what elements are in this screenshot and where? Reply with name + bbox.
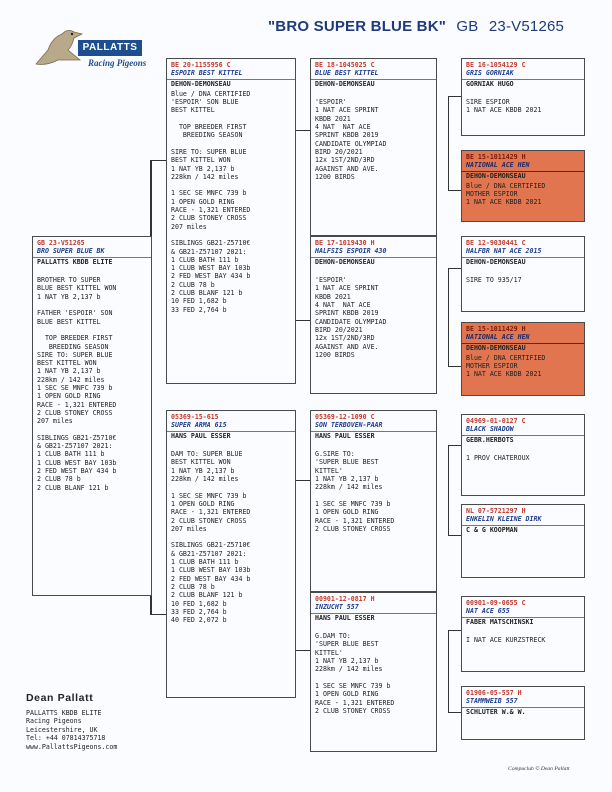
connector-line xyxy=(295,320,310,321)
sire-sire-sire-card xyxy=(461,58,585,136)
breeder-name: DEHON-DEMONSEAU xyxy=(466,257,526,266)
breeder-name: DEHON-DEMONSEAU xyxy=(315,257,375,266)
sire-card xyxy=(166,58,296,384)
breeder-name: DEHON-DEMONSEAU xyxy=(171,79,231,88)
breeder-name: HANS PAUL ESSER xyxy=(315,431,375,440)
connector-line xyxy=(448,445,449,535)
ring-number: 01906-05-557 H xyxy=(466,689,522,697)
ring-number: BE 18-1045025 C xyxy=(315,61,375,69)
pedigree-notes: I NAT ACE KURZSTRECK xyxy=(466,636,546,645)
connector-line xyxy=(150,614,166,615)
sire-dam-dam-card xyxy=(461,322,585,396)
pigeon-name: INZUCHT 557 xyxy=(311,603,436,613)
ring-number: 00901-12-0817 H xyxy=(315,595,375,603)
dam-dam-dam-card xyxy=(461,686,585,740)
connector-line xyxy=(448,366,461,367)
pigeon-name: ENKELIN KLEINE DIRK xyxy=(462,515,584,525)
breeder-name: DEHON-DEMONSEAU xyxy=(466,343,526,352)
ring-number: 05369-12-1090 C xyxy=(315,413,375,421)
sire-dam-card xyxy=(310,236,437,394)
connector-line xyxy=(448,630,449,712)
connector-line xyxy=(448,712,461,713)
owner-phone: Tel: +44 07814375718 xyxy=(26,734,106,743)
sire-dam-sire-card xyxy=(461,236,585,312)
ring-number: BE 20-1155956 C xyxy=(171,61,231,69)
ring-number: BE 12-9030441 C xyxy=(466,239,526,247)
breeder-name: FABER MATSCHINSKI xyxy=(466,617,534,626)
dam-card xyxy=(166,410,296,698)
logo xyxy=(28,20,146,74)
dam-sire-dam-card xyxy=(461,504,585,578)
pigeon-name: NATIONAL ACE HEN xyxy=(462,161,584,171)
pigeon-name: STAMMWEIB 557 xyxy=(462,697,584,707)
title-name: "BRO SUPER BLUE BK" xyxy=(268,18,447,35)
pedigree-notes: SIRE TO 935/17 xyxy=(466,276,522,285)
breeder-name: PALLATTS KBDB ELITE xyxy=(37,257,113,266)
owner-loft: PALLATTS KBDB ELITE xyxy=(26,708,102,717)
dam-sire-card xyxy=(310,410,437,592)
pedigree-notes: 'ESPOIR' 1 NAT ACE SPRINT KBDB 2021 4 NAT NAT ACE SPRINT KBDB 2019 CANDIDATE OLYMPIAD BIRD 20/2021 12x 1ST/2ND/3RD AGAINST AND AVE. 1200 BIRDS xyxy=(315,98,387,181)
pigeon-name: SON TERBOVEN-PAAR xyxy=(311,421,436,431)
pigeon-name: HALFSIS ESPOIR 430 xyxy=(311,247,436,257)
ring-number: 00901-09-0655 C xyxy=(466,599,526,607)
dam-sire-sire-card xyxy=(461,414,585,496)
pedigree-notes: BROTHER TO SUPER BLUE BEST KITTEL WON 1 NAT YB 2,137 b FATHER 'ESPOIR' SON BLUE BEST KITTEL TOP BREEDER FIRST BREEDING SEASON SIRE TO: SUPER BLUE BEST KITTEL WON 1 NAT YB 2,137 b 228km / 142 miles 1 SEC SE MNFC 739 b 1 OPEN GOLD RING RACE - 1,321 ENTERED 2 CLUB STONEY CROSS 207 miles SIBLINGS GB21-Z5710€ & GB21-Z57107 2021: 1 CLUB BATH 111 b 1 CLUB WEST BAY 103b 2 FED WEST BAY 434 b 2 CLUB 78 b 2 CLUB BLANF 121 b xyxy=(37,276,117,492)
owner-tagline: Racing Pigeons xyxy=(26,717,82,726)
title-country: GB xyxy=(456,18,479,35)
pedigree-notes: Blue / DNA CERTIFIED 'ESPOIR' SON BLUE BEST KITTEL TOP BREEDER FIRST BREEDING SEASON SIRE TO: SUPER BLUE BEST KITTEL WON 1 NAT YB 2,137 b 228km / 142 miles 1 SEC SE MNFC 739 b 1 OPEN GOLD RING RACE - 1,321 ENTERED 2 CLUB STONEY CROSS 207 miles SIBLINGS GB21-Z5710€ & GB21-Z57107 2021: 1 CLUB BATH 111 b 1 CLUB WEST BAY 103b 2 FED WEST BAY 434 b 2 CLUB 78 b 2 CLUB BLANF 121 b 10 FED 1,682 b 33 FED 2,764 b xyxy=(171,89,251,314)
ring-number: BE 16-1054129 C xyxy=(466,61,526,69)
pedigree-notes: 1 PROV CHATEROUX xyxy=(466,454,530,463)
ring-number: BE 15-1011429 H xyxy=(466,325,526,333)
connector-line xyxy=(448,268,461,269)
connector-line xyxy=(448,96,461,97)
owner-location: Leicestershire, UK xyxy=(26,725,98,734)
pigeon-name: HALFBR NAT ACE 2015 xyxy=(462,247,584,257)
breeder-name: HANS PAUL ESSER xyxy=(315,613,375,622)
sire-sire-card xyxy=(310,58,437,236)
owner-name: Dean Pallatt xyxy=(26,692,94,704)
pedigree-notes: SIRE ESPIOR 1 NAT ACE KBDB 2021 xyxy=(466,98,542,115)
pigeon-name: NATIONAL ACE HEN xyxy=(462,333,584,343)
pigeon-name: BRO SUPER BLUE BK xyxy=(33,247,151,257)
ring-number: GB 23-V51265 xyxy=(37,239,85,247)
ring-number: NL 07-5721297 H xyxy=(466,507,526,515)
breeder-name: GEBR.HERBOTS xyxy=(466,435,514,444)
connector-line xyxy=(448,268,449,366)
connector-line xyxy=(150,160,166,161)
pigeon-name: BLUE BEST KITTEL xyxy=(311,69,436,79)
logo-tagline: Racing Pigeons xyxy=(88,58,147,68)
subject-card xyxy=(32,236,152,596)
breeder-name: DEHON-DEMONSEAU xyxy=(466,171,526,180)
pedigree-notes: 'ESPOIR' 1 NAT ACE SPRINT KBDB 2021 4 NAT NAT ACE SPRINT KBDB 2019 CANDIDATE OLYMPIAD BIRD 20/2021 12x 1ST/2ND/3RD AGAINST AND AVE. 1200 BIRDS xyxy=(315,276,387,359)
ring-number: 04969-01-0127 C xyxy=(466,417,526,425)
pigeon-name: SUPER ARMA 615 xyxy=(167,421,295,431)
ring-number: BE 17-1019430 H xyxy=(315,239,375,247)
ring-number: 05369-15-615 xyxy=(171,413,219,421)
breeder-name: GORNIAK HUGO xyxy=(466,79,514,88)
dam-dam-sire-card xyxy=(461,596,585,672)
connector-line xyxy=(448,445,461,446)
sire-sire-dam-card xyxy=(461,150,585,222)
pigeon-name: ESPOIR BEST KITTEL xyxy=(167,69,295,79)
title-ring: 23-V51265 xyxy=(488,18,565,35)
connector-line xyxy=(448,190,461,191)
pigeon-name: BLACK SHADOW xyxy=(462,425,584,435)
dam-dam-card xyxy=(310,592,437,752)
connector-line xyxy=(295,480,310,481)
ring-number: BE 15-1011429 H xyxy=(466,153,526,161)
owner-website[interactable]: www.PallattsPigeons.com xyxy=(26,742,118,751)
page-title xyxy=(268,18,564,35)
breeder-name: HANS PAUL ESSER xyxy=(171,431,231,440)
connector-line xyxy=(448,630,461,631)
pedigree-notes: Blue / DNA CERTIFIED MOTHER ESPIOR 1 NAT ACE KBDB 2021 xyxy=(466,181,546,207)
pigeon-name: NAT ACE 655 xyxy=(462,607,584,617)
owner-contact xyxy=(26,694,117,752)
pedigree-notes: G.SIRE TO: 'SUPER BLUE BEST KITTEL' 1 NAT YB 2,137 b 228km / 142 miles 1 SEC SE MNFC 739 b 1 OPEN GOLD RING RACE - 1,321 ENTERED 2 CLUB STONEY CROSS xyxy=(315,450,395,533)
logo-name: PALLATTS xyxy=(78,40,142,56)
connector-line xyxy=(448,535,461,536)
pigeon-name: GRIS GORNIAK xyxy=(462,69,584,79)
breeder-name: C & G KOOPMAN xyxy=(466,525,518,534)
connector-line xyxy=(295,130,310,131)
pedigree-notes: G.DAM TO: 'SUPER BLUE BEST KITTEL' 1 NAT YB 2,137 b 228km / 142 miles 1 SEC SE MNFC 739 b 1 OPEN GOLD RING RACE - 1,321 ENTERED 2 CLUB STONEY CROSS xyxy=(315,632,395,715)
connector-line xyxy=(295,650,310,651)
software-credit: Compuclub © Dean Pallatt xyxy=(508,766,570,772)
breeder-name: DEHON-DEMONSEAU xyxy=(315,79,375,88)
connector-line xyxy=(448,96,449,190)
pedigree-notes: DAM TO: SUPER BLUE BEST KITTEL WON 1 NAT YB 2,137 b 228km / 142 miles 1 SEC SE MNFC 739 b 1 OPEN GOLD RING RACE - 1,321 ENTERED 2 CLUB STONEY CROSS 207 miles SIBLINGS GB21-Z5710€ & GB21-Z57107 2021: 1 CLUB BATH 111 b 1 CLUB WEST BAY 103b 2 FED WEST BAY 434 b 2 CLUB 78 b 2 CLUB BLANF 121 b 10 FED 1,682 b 33 FED 2,764 b 40 FED 2,072 b xyxy=(171,450,251,625)
pedigree-notes: Blue / DNA CERTIFIED MOTHER ESPIOR 1 NAT ACE KBDB 2021 xyxy=(466,353,546,379)
breeder-name: SCHLUTER W.& W. xyxy=(466,707,526,716)
